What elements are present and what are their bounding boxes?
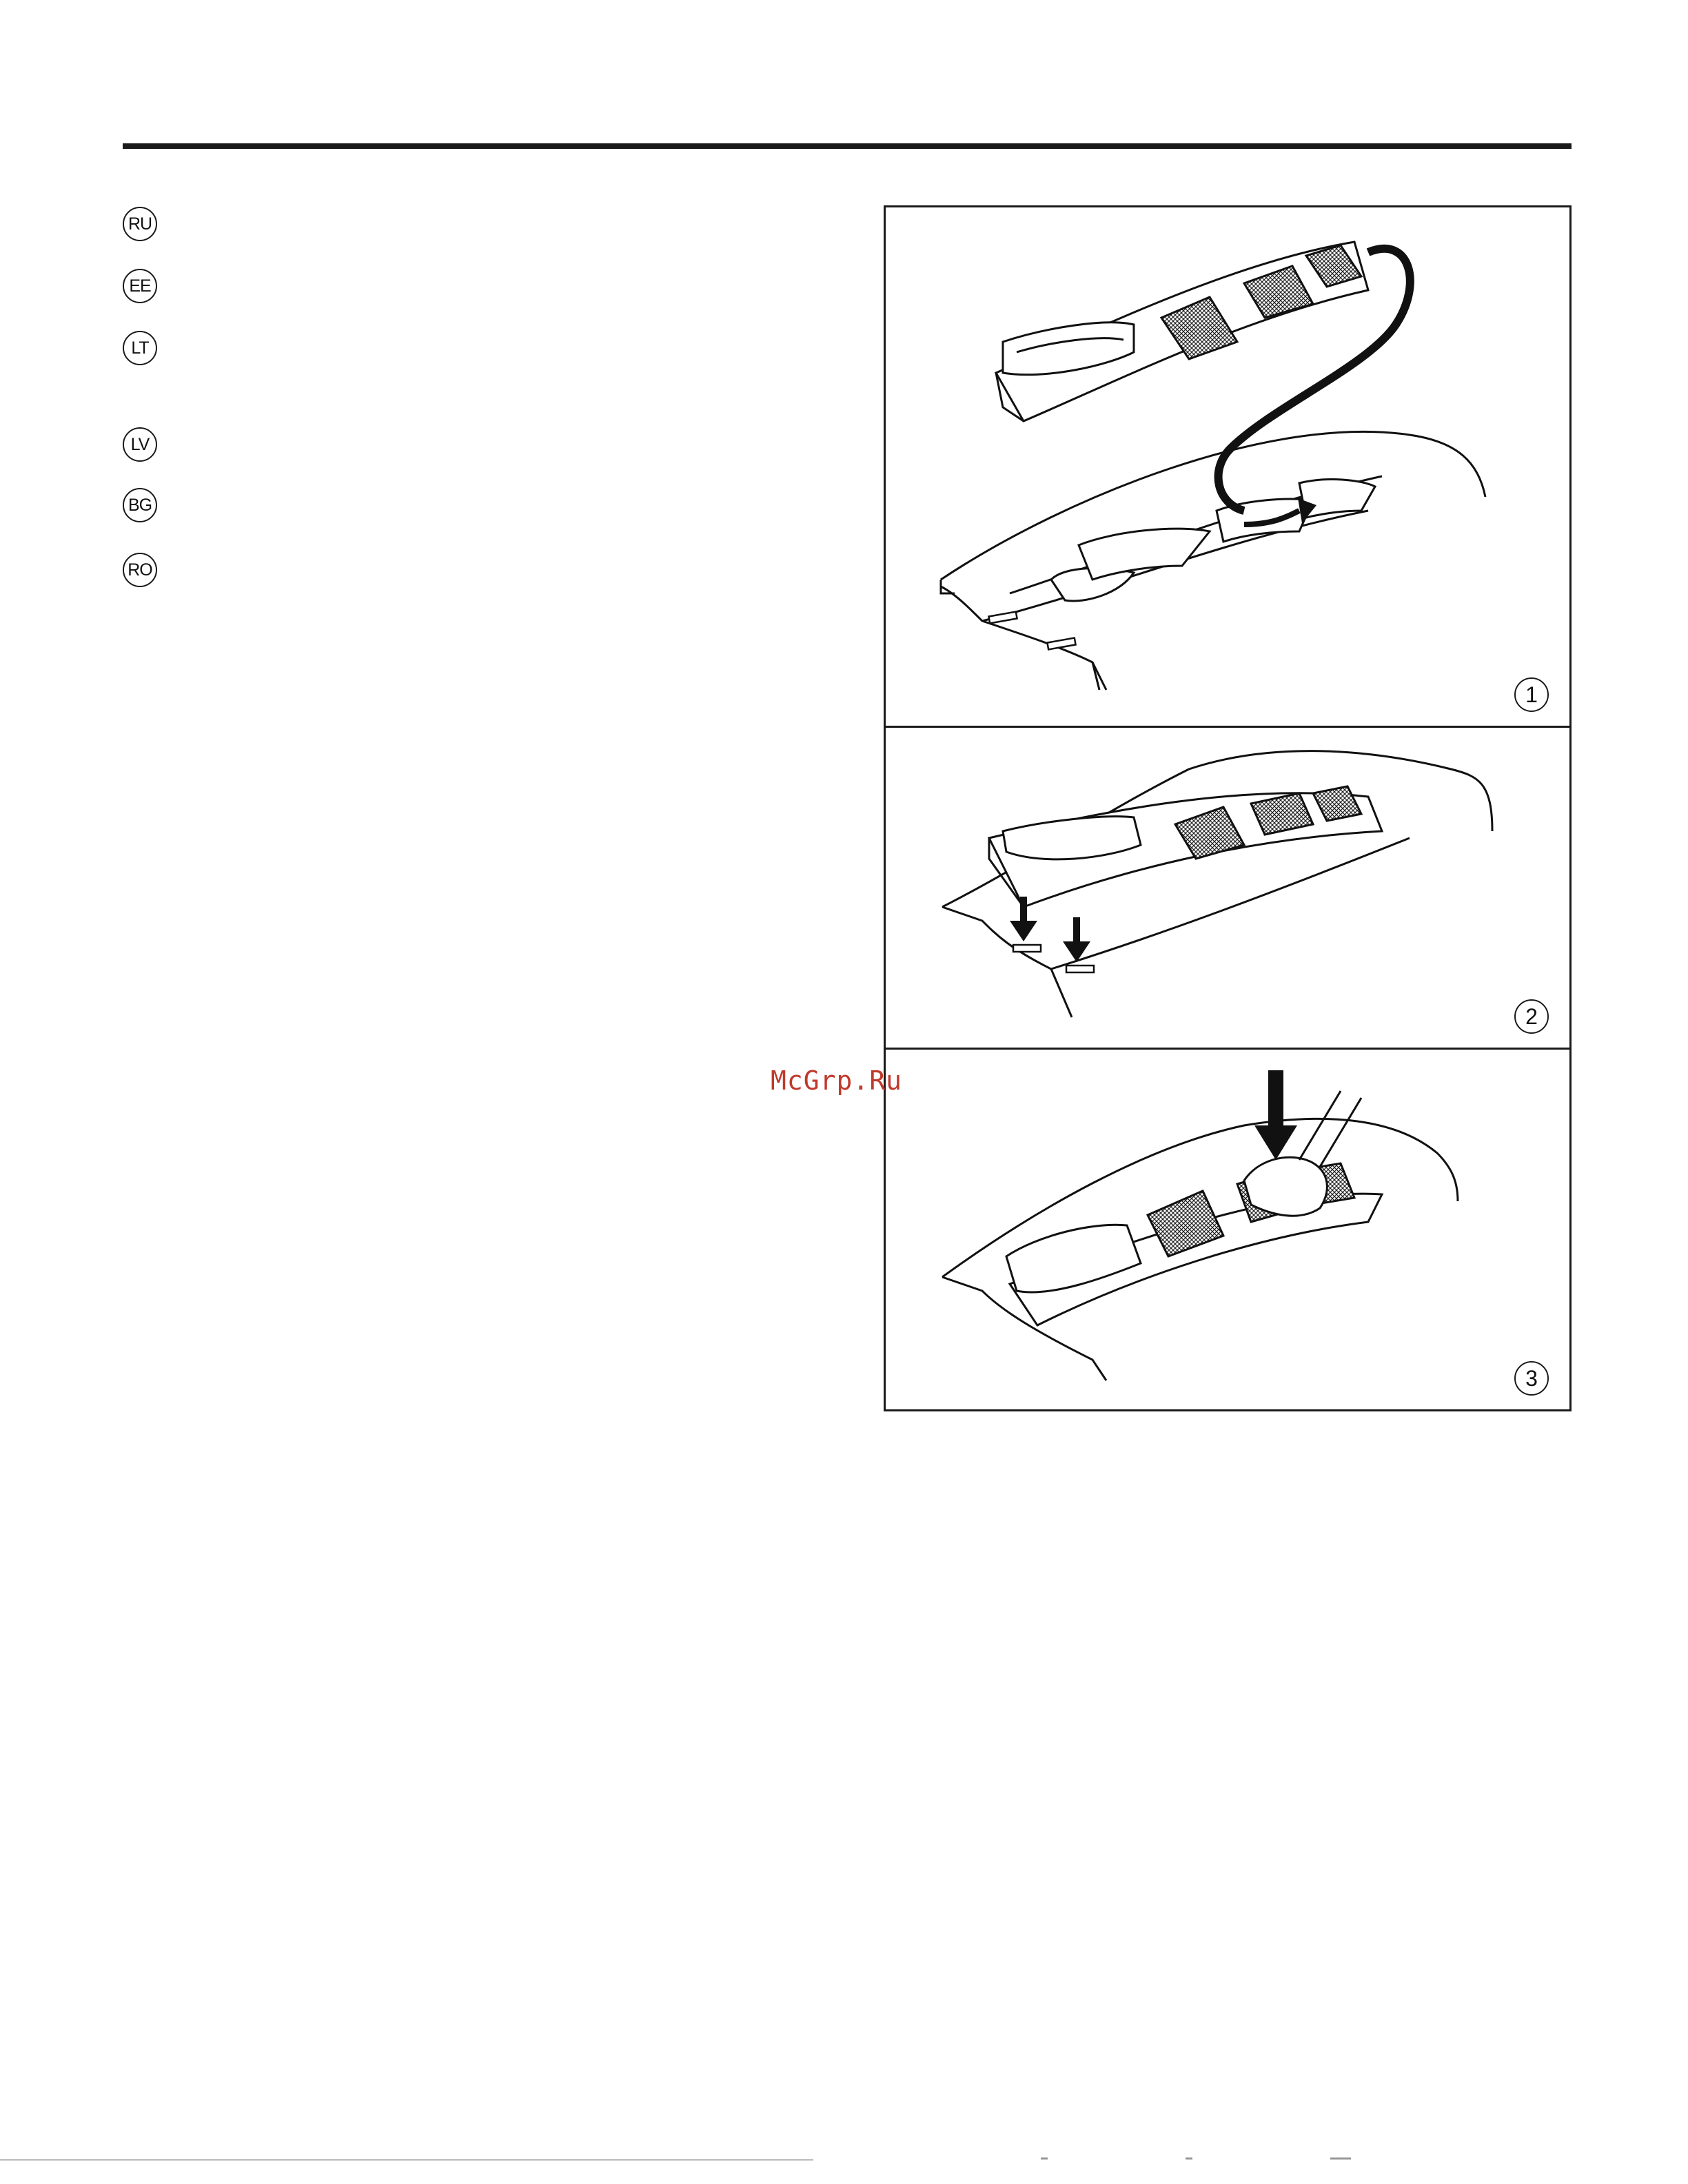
device-body xyxy=(941,431,1485,690)
step-2-panel xyxy=(886,728,1569,1050)
filter-removal-illustration xyxy=(886,207,1569,726)
step-1-number: 1 xyxy=(1514,677,1549,712)
filter-slot xyxy=(1051,480,1375,601)
filter-cover xyxy=(989,786,1382,907)
step-3-number: 3 xyxy=(1514,1361,1549,1396)
watermark: McGrp.Ru xyxy=(771,1065,903,1096)
step-2-number: 2 xyxy=(1514,999,1549,1034)
filter-tab-insertion-illustration xyxy=(886,728,1569,1048)
instruction-figure xyxy=(884,205,1572,1411)
language-badge-ro: RO xyxy=(123,553,157,587)
language-badge-ee: EE xyxy=(123,269,157,303)
language-badge-ru: RU xyxy=(123,207,157,241)
language-badge-lt: LT xyxy=(123,331,157,365)
step-3-panel xyxy=(886,1050,1569,1409)
language-badge-lv: LV xyxy=(123,427,157,462)
language-list xyxy=(123,207,178,593)
language-badge-bg: BG xyxy=(123,488,157,522)
header-rule xyxy=(123,143,1572,149)
scan-edge-marks xyxy=(0,2156,1688,2170)
press-arrow-icon xyxy=(1254,1070,1297,1160)
filter-press-illustration xyxy=(886,1050,1569,1409)
step-1-panel xyxy=(886,207,1569,728)
